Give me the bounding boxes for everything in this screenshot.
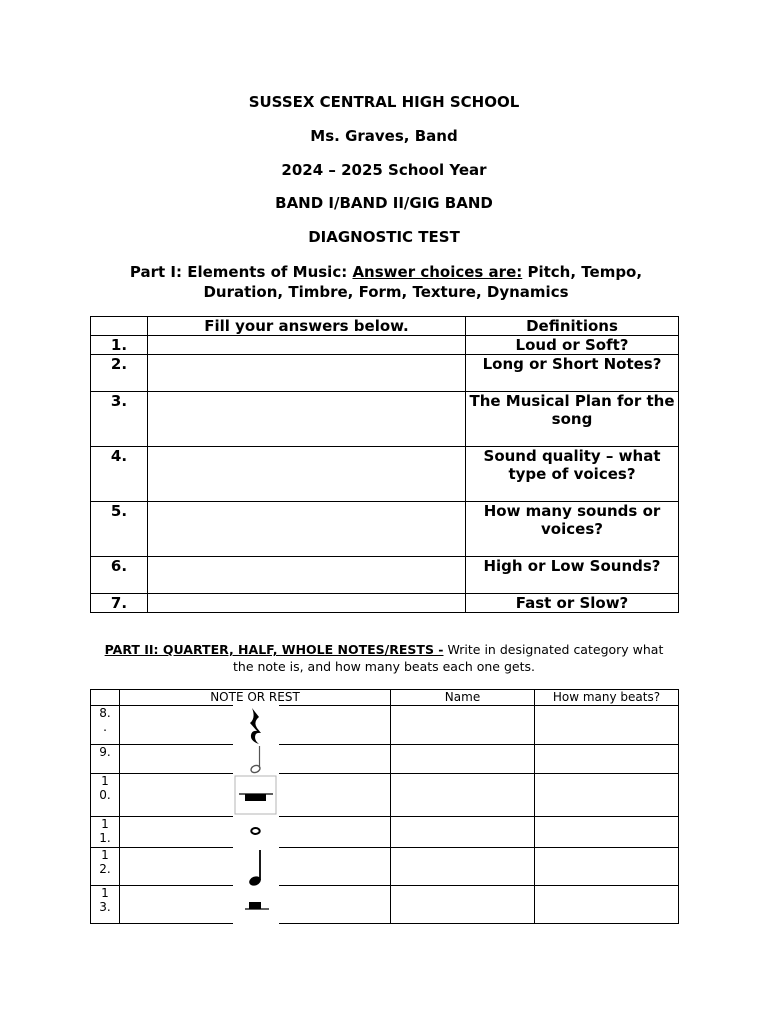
row-number: 5.: [91, 502, 148, 557]
table-row: [91, 447, 679, 502]
answer-cell[interactable]: [148, 392, 466, 447]
name-cell[interactable]: [391, 706, 535, 745]
table-row: [91, 848, 679, 886]
music-symbols-image: [233, 704, 279, 926]
row-number: 6.: [91, 557, 148, 594]
teacher-name: Ms. Graves, Band: [310, 127, 458, 145]
beats-cell[interactable]: [535, 817, 679, 848]
definition: Sound quality – what type of voices?: [466, 447, 679, 502]
answer-cell[interactable]: [148, 447, 466, 502]
definition: High or Low Sounds?: [466, 557, 679, 594]
definition: The Musical Plan for the song: [466, 392, 679, 447]
row-number: 1 3.: [91, 886, 120, 924]
part2-table: [90, 689, 679, 924]
row-number: 1.: [91, 336, 148, 355]
row-number: 9.: [91, 745, 120, 774]
beats-cell[interactable]: [535, 774, 679, 817]
school-name: SUSSEX CENTRAL HIGH SCHOOL: [248, 93, 520, 111]
class-names: BAND I/BAND II/GIG BAND: [275, 194, 493, 212]
part2-header-row: [91, 690, 679, 706]
table-row: [91, 886, 679, 924]
answer-cell[interactable]: [148, 355, 466, 392]
table-row: [91, 392, 679, 447]
table-row: [91, 706, 679, 745]
definition: Fast or Slow?: [466, 594, 679, 613]
beats-cell[interactable]: [535, 745, 679, 774]
answer-cell[interactable]: [148, 594, 466, 613]
table-row: [91, 336, 679, 355]
definition: Long or Short Notes?: [466, 355, 679, 392]
number-header: [91, 317, 148, 336]
part2-title: PART II: QUARTER, HALF, WHOLE NOTES/RESTS -: [104, 642, 444, 657]
table-row: [91, 817, 679, 848]
definition: Loud or Soft?: [466, 336, 679, 355]
table-row: [91, 557, 679, 594]
part1-title: Part I: Elements of Music:: [129, 263, 348, 281]
note-or-rest-header: NOTE OR REST: [120, 690, 391, 706]
school-year: 2024 – 2025 School Year: [281, 161, 487, 179]
part2-heading: [96, 641, 672, 675]
name-cell[interactable]: [391, 774, 535, 817]
name-cell[interactable]: [391, 886, 535, 924]
beats-cell[interactable]: [535, 706, 679, 745]
table-row: [91, 502, 679, 557]
beats-cell[interactable]: [535, 886, 679, 924]
table-row: [91, 774, 679, 817]
row-number: 3.: [91, 392, 148, 447]
part1-heading: [100, 262, 672, 302]
table-row: [91, 745, 679, 774]
table-row: [91, 594, 679, 613]
part1-table: [90, 316, 679, 613]
name-cell[interactable]: [391, 817, 535, 848]
answer-cell[interactable]: [148, 557, 466, 594]
answer-choices-line2: Duration, Timbre, Form, Texture, Dynamics: [203, 283, 569, 301]
beats-header: How many beats?: [535, 690, 679, 706]
number-header: [91, 690, 120, 706]
part2-instructions: Write in designated category what the note is, and how many beats each one gets.: [233, 642, 664, 674]
part1-header-row: [91, 317, 679, 336]
row-number: 8. .: [91, 706, 120, 745]
table-row: [91, 355, 679, 392]
row-number: 1 0.: [91, 774, 120, 817]
name-cell[interactable]: [391, 848, 535, 886]
test-title: DIAGNOSTIC TEST: [308, 228, 460, 246]
answer-choices-label: Answer choices are:: [352, 263, 523, 281]
name-header: Name: [391, 690, 535, 706]
beats-cell[interactable]: [535, 848, 679, 886]
row-number: 2.: [91, 355, 148, 392]
answer-cell[interactable]: [148, 502, 466, 557]
row-number: 4.: [91, 447, 148, 502]
row-number: 7.: [91, 594, 148, 613]
row-number: 1 1.: [91, 817, 120, 848]
definition: How many sounds or voices?: [466, 502, 679, 557]
name-cell[interactable]: [391, 745, 535, 774]
row-number: 1 2.: [91, 848, 120, 886]
answer-choices-line1: Pitch, Tempo,: [527, 263, 643, 281]
definitions-header: Definitions: [466, 317, 679, 336]
answers-header: Fill your answers below.: [148, 317, 466, 336]
answer-cell[interactable]: [148, 336, 466, 355]
